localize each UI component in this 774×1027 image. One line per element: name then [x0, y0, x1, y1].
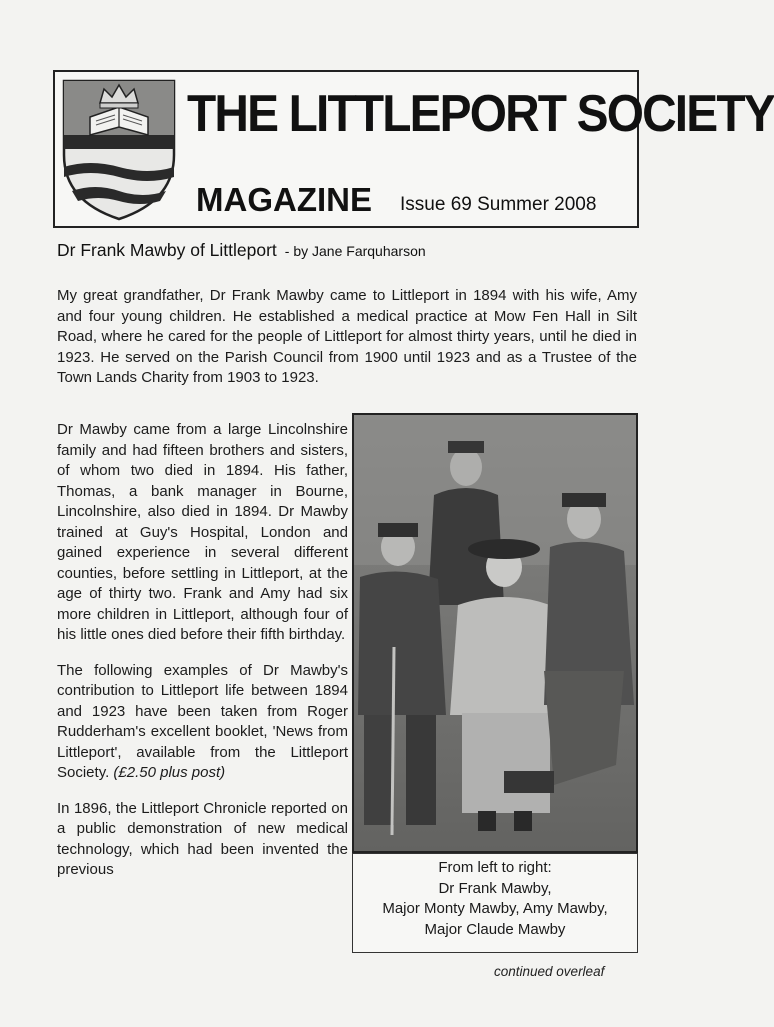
caption-line: Major Monty Mawby, Amy Mawby,	[382, 900, 608, 917]
photo-image	[354, 415, 636, 851]
left-column	[57, 420, 348, 896]
intro-paragraph: My great grandfather, Dr Frank Mawby came to Littleport in 1894 with his wife, Amy and four young children. He established a medical practice at Mow Fen Hall in Silt Road, where he cared for the people of Littleport for almost thirty years, until he died in 1923. He served on the Parish Council from 1900 until 1923 and as a Trustee of the Town Lands Charity from 1903 to 1923.	[57, 287, 637, 386]
article-headline	[57, 240, 642, 261]
byline: - by Jane Farquharson	[284, 243, 426, 259]
caption-line: Dr Frank Mawby,	[438, 879, 552, 897]
examples-text: The following examples of Dr Mawby's contribution to Littleport life between 1894 and 1923 have been taken from Roger Rudderham's excellent booklet, 'News from Littleport', available from the Littleport Society.	[57, 661, 348, 781]
family-photo	[352, 413, 638, 853]
examples-paragraph	[57, 661, 348, 784]
family-paragraph: Dr Mawby came from a large Lincolnshire family and had fifteen brothers and sisters, of whom two died in 1894. His father, Thomas, a bank manager in Bourne, Lincolnshire, also died in 1894. Dr Mawby trained at Guy's Hospital, London and gained experience in several different counties, before settling in Littleport, at the age of thirty two. Frank and Amy had six more children in Littleport, although four of his little ones died before their fifth birthday.	[57, 421, 348, 643]
chronicle-paragraph: In 1896, the Littleport Chronicle reported on a public demonstration of new medical technology, which had been invented the previous	[57, 799, 348, 878]
intro-block	[57, 286, 637, 389]
headline-text: Dr Frank Mawby of Littleport	[57, 240, 277, 260]
society-crest-icon	[60, 77, 178, 223]
issue-info: Issue 69 Summer 2008	[400, 194, 597, 215]
magazine-subtitle: MAGAZINE	[196, 181, 372, 218]
photo-caption	[352, 853, 638, 953]
price-note: (£2.50 plus post)	[113, 764, 226, 781]
caption-line: Major Claude Mawby	[424, 920, 566, 938]
magazine-title: THE LITTLEPORT SOCIETY	[187, 85, 774, 143]
continued-overleaf: continued overleaf	[494, 964, 605, 979]
caption-line: From left to right:	[438, 859, 552, 876]
masthead	[53, 70, 774, 228]
